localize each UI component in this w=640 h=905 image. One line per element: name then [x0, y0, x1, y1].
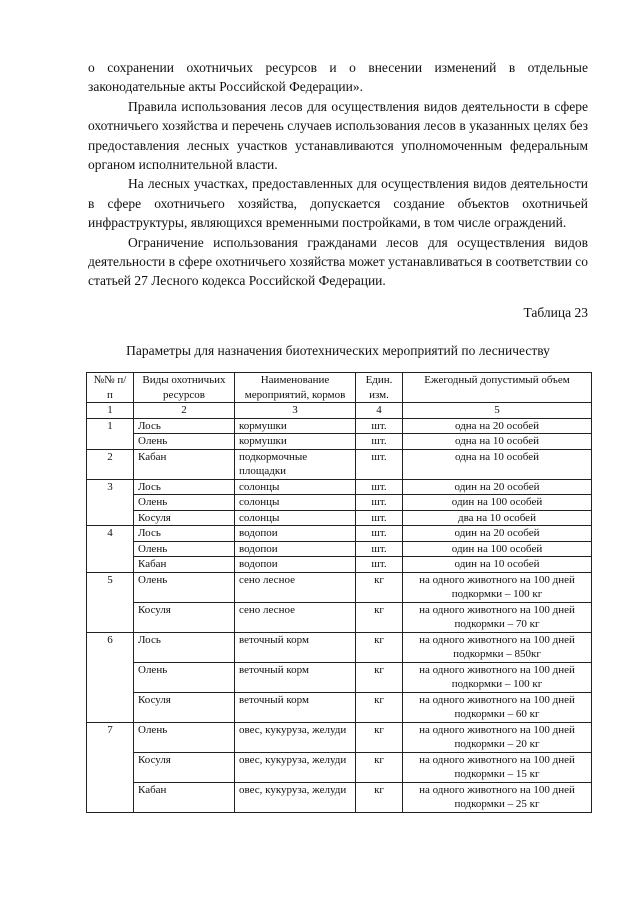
cell-measure: веточный корм [235, 632, 356, 662]
table-title: Параметры для назначения биотехнических мероприятий по лесничеству [126, 342, 550, 358]
table-row [87, 572, 592, 602]
cell-unit: кг [356, 692, 403, 722]
cell-unit: кг [356, 722, 403, 752]
cell-unit: кг [356, 662, 403, 692]
cell-volume: одна на 10 особей [403, 434, 592, 450]
table-row [87, 434, 592, 450]
cell-volume: на одного животного на 100 дней подкормки – 60 кг [403, 692, 592, 722]
cell-species: Олень [134, 495, 235, 511]
column-number: 5 [403, 403, 592, 419]
table-row [87, 602, 592, 632]
table-row [87, 526, 592, 542]
cell-measure: овес, кукуруза, желуди [235, 782, 356, 812]
cell-unit: шт. [356, 479, 403, 495]
table-row [87, 692, 592, 722]
table-row [87, 557, 592, 573]
table-row [87, 495, 592, 511]
cell-measure: водопои [235, 541, 356, 557]
cell-measure: кормушки [235, 418, 356, 434]
cell-species: Олень [134, 572, 235, 602]
cell-measure: веточный корм [235, 692, 356, 722]
cell-unit: шт. [356, 526, 403, 542]
column-number: 1 [87, 403, 134, 419]
cell-measure: сено лесное [235, 572, 356, 602]
cell-species: Кабан [134, 449, 235, 479]
cell-unit: шт. [356, 557, 403, 573]
cell-measure: солонцы [235, 495, 356, 511]
cell-species: Косуля [134, 510, 235, 526]
cell-species: Лось [134, 526, 235, 542]
row-number: 4 [87, 526, 134, 573]
table-body [87, 418, 592, 812]
cell-volume: одна на 20 особей [403, 418, 592, 434]
cell-species: Олень [134, 722, 235, 752]
cell-unit: кг [356, 752, 403, 782]
row-number: 1 [87, 418, 134, 449]
cell-species: Косуля [134, 602, 235, 632]
cell-species: Косуля [134, 692, 235, 722]
table-row [87, 541, 592, 557]
cell-volume: на одного животного на 100 дней подкормки – 70 кг [403, 602, 592, 632]
cell-species: Лось [134, 632, 235, 662]
cell-unit: шт. [356, 541, 403, 557]
table-header-row [87, 373, 592, 403]
table-row [87, 632, 592, 662]
column-number: 4 [356, 403, 403, 419]
paragraph-4: Ограничение использования гражданами лесов для осуществления видов деятельности в сфере охотничьего хозяйства может устанавливаться в соответствии со статьей 27 Лесного кодекса Российской Федерации. [88, 234, 588, 289]
cell-measure: водопои [235, 526, 356, 542]
cell-volume: один на 20 особей [403, 526, 592, 542]
header-volume: Ежегодный допустимый объем [403, 373, 592, 403]
cell-species: Лось [134, 418, 235, 434]
table-row [87, 510, 592, 526]
cell-unit: кг [356, 632, 403, 662]
cell-volume: один на 100 особей [403, 541, 592, 557]
cell-volume: один на 20 особей [403, 479, 592, 495]
cell-volume: на одного животного на 100 дней подкормки – 100 кг [403, 572, 592, 602]
table-row [87, 722, 592, 752]
cell-volume: один на 100 особей [403, 495, 592, 511]
table-row [87, 418, 592, 434]
paragraph-2: Правила использования лесов для осуществления видов деятельности в сфере охотничьего хозяйства и перечень случаев использования лесов в указанных целях без предоставления лесных участков устанавливаются уполномоченным федеральным органом исполнительной власти. [88, 98, 588, 173]
cell-measure: кормушки [235, 434, 356, 450]
table-row [87, 752, 592, 782]
cell-measure: солонцы [235, 510, 356, 526]
table-row [87, 479, 592, 495]
cell-unit: кг [356, 572, 403, 602]
cell-measure: овес, кукуруза, желуди [235, 722, 356, 752]
cell-volume: на одного животного на 100 дней подкормки – 25 кг [403, 782, 592, 812]
cell-measure: веточный корм [235, 662, 356, 692]
header-unit: Един. изм. [356, 373, 403, 403]
header-num: №№ п/п [87, 373, 134, 403]
cell-unit: шт. [356, 434, 403, 450]
cell-unit: шт. [356, 449, 403, 479]
table-label: Таблица 23 [523, 304, 588, 320]
cell-unit: шт. [356, 495, 403, 511]
cell-species: Лось [134, 479, 235, 495]
column-number: 3 [235, 403, 356, 419]
cell-species: Кабан [134, 557, 235, 573]
cell-volume: на одного животного на 100 дней подкормки – 15 кг [403, 752, 592, 782]
row-number: 6 [87, 632, 134, 722]
row-number: 2 [87, 449, 134, 479]
cell-measure: водопои [235, 557, 356, 573]
cell-volume: один на 10 особей [403, 557, 592, 573]
header-species: Виды охотничьих ресурсов [134, 373, 235, 403]
cell-volume: на одного животного на 100 дней подкормки – 100 кг [403, 662, 592, 692]
cell-unit: кг [356, 782, 403, 812]
cell-species: Олень [134, 434, 235, 450]
cell-measure: сено лесное [235, 602, 356, 632]
document-body [88, 58, 588, 359]
cell-unit: шт. [356, 510, 403, 526]
cell-unit: кг [356, 602, 403, 632]
cell-volume: одна на 10 особей [403, 449, 592, 479]
paragraph-1: о сохранении охотничьих ресурсов и о внесении изменений в отдельные законодательные акты Российской Федерации». [88, 60, 588, 95]
cell-species: Кабан [134, 782, 235, 812]
parameters-table [86, 372, 592, 813]
row-number: 7 [87, 722, 134, 812]
paragraph-3: На лесных участках, предоставленных для осуществления видов деятельности в сфере охотничьего хозяйства, допускается создание объектов охотничьей инфраструктуры, являющихся временными постройками, в том числе ограждений. [88, 176, 588, 231]
cell-measure: подкормочные площадки [235, 449, 356, 479]
table-row [87, 449, 592, 479]
column-number-row [87, 403, 592, 419]
row-number: 5 [87, 572, 134, 632]
table-row [87, 782, 592, 812]
column-number: 2 [134, 403, 235, 419]
cell-measure: солонцы [235, 479, 356, 495]
cell-volume: на одного животного на 100 дней подкормки – 850кг [403, 632, 592, 662]
cell-volume: на одного животного на 100 дней подкормки – 20 кг [403, 722, 592, 752]
table-row [87, 662, 592, 692]
cell-unit: шт. [356, 418, 403, 434]
cell-species: Олень [134, 662, 235, 692]
cell-measure: овес, кукуруза, желуди [235, 752, 356, 782]
row-number: 3 [87, 479, 134, 526]
header-measure: Наименование мероприятий, кормов [235, 373, 356, 403]
cell-species: Олень [134, 541, 235, 557]
cell-volume: два на 10 особей [403, 510, 592, 526]
cell-species: Косуля [134, 752, 235, 782]
